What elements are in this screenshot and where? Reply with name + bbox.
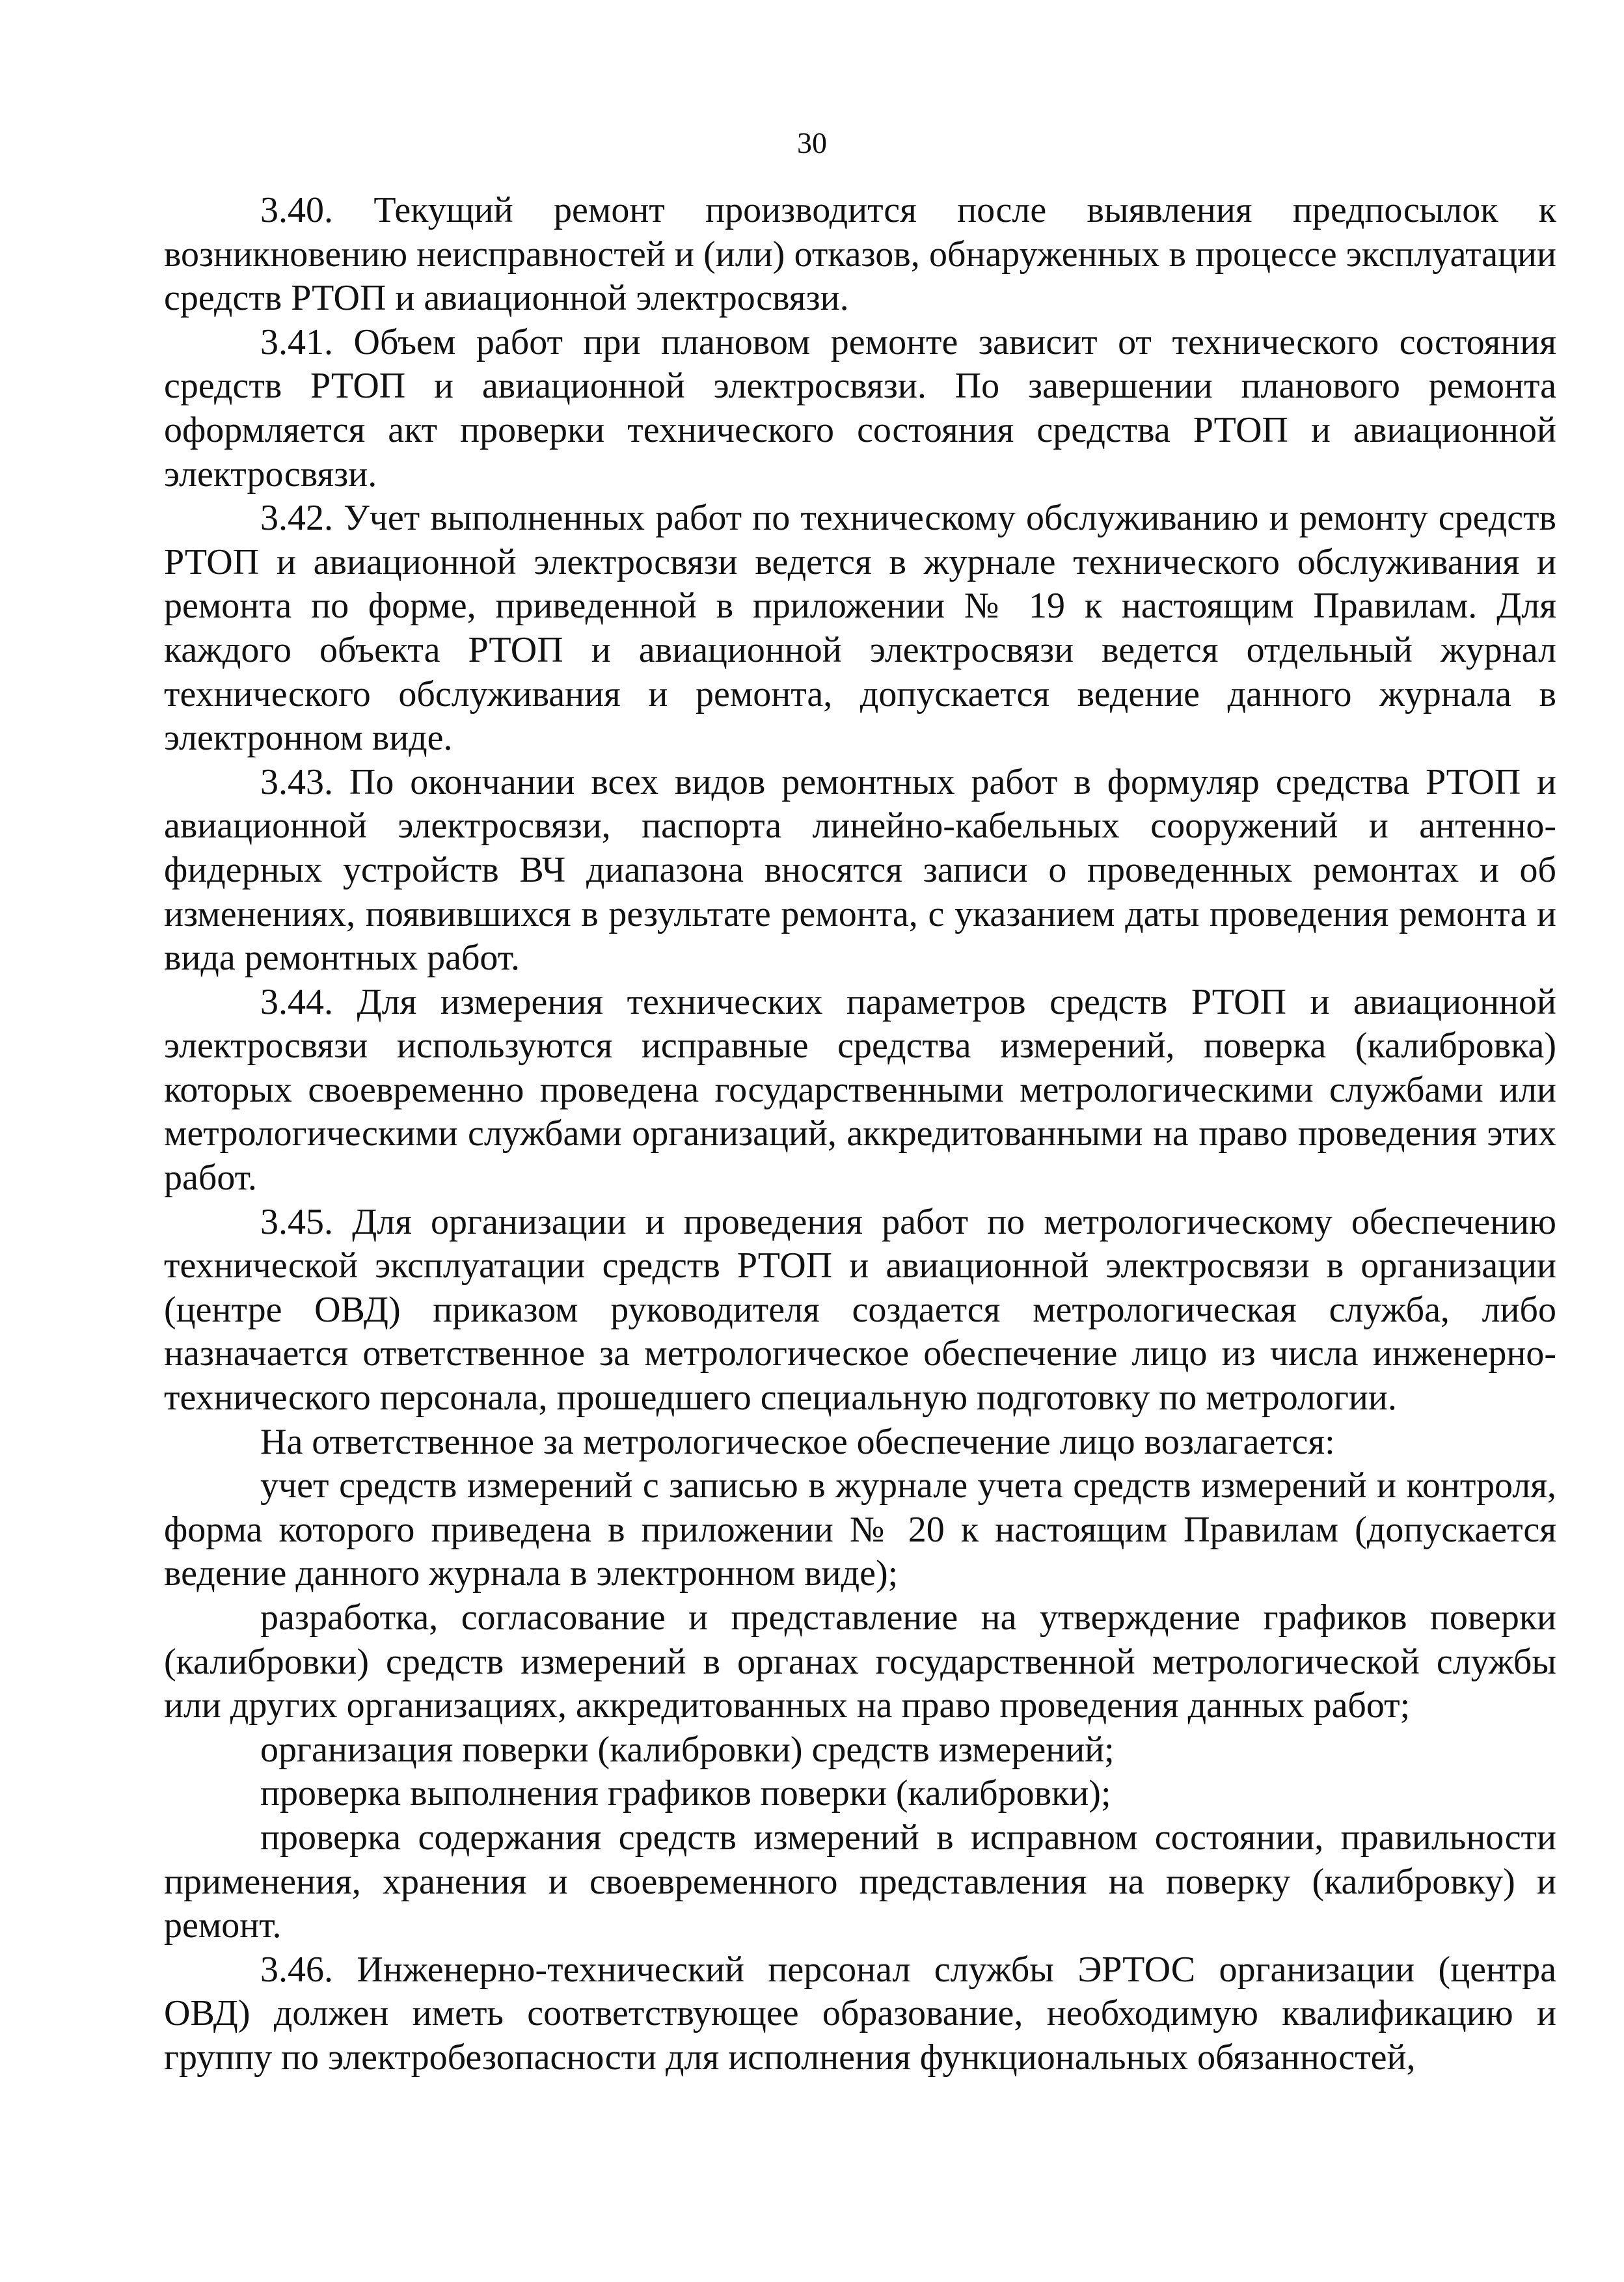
duty-item-schedules: разработка, согласование и представление на утверждение графиков поверки (калибровки) средств измерений в органах государственной метрологической службы или других организациях, аккредитованных на право проведения данных работ; <box>164 1597 1556 1726</box>
paragraph-3-44: 3.44. Для измерения технических параметров средств РТОП и авиационной электросвязи используются исправные средства измерений, поверка (калибровка) которых своевременно проведена государственными метрологическими службами или метрологическими службами организаций, аккредитованными на право проведения этих работ. <box>164 981 1556 1199</box>
paragraph-3-40: 3.40. Текущий ремонт производится после выявления предпосылок к возникновению неисправностей и (или) отказов, обнаруженных в процессе эксплуатации средств РТОП и авиационной электросвязи. <box>164 190 1556 319</box>
paragraph-3-41: 3.41. Объем работ при плановом ремонте зависит от технического состояния средств РТОП и авиационной электросвязи. По завершении планового ремонта оформляется акт проверки технического состояния средства РТОП и авиационной электросвязи. <box>164 321 1556 495</box>
paragraph-3-46: 3.46. Инженерно-технический персонал службы ЭРТОС организации (центра ОВД) должен иметь соответствующее образование, необходимую квалификацию и группу по электробезопасности для исполнения функциональных обязанностей, <box>164 1949 1556 2078</box>
duty-item-condition-check: проверка содержания средств измерений в исправном состоянии, правильности применения, хранения и своевременного представления на поверку (калибровку) и ремонт. <box>164 1817 1556 1946</box>
paragraph-duties-intro: На ответственное за метрологическое обеспечение лицо возлагается: <box>260 1421 1335 1462</box>
paragraph-3-42: 3.42. Учет выполненных работ по техническому обслуживанию и ремонту средств РТОП и авиационной электросвязи ведется в журнале технического обслуживания и ремонта по форме, приведенной в приложении № 19 к настоящим Правилам. Для каждого объекта РТОП и авиационной электросвязи ведется отдельный журнал технического обслуживания и ремонта, допускается ведение данного журнала в электронном виде. <box>164 498 1556 759</box>
duty-item-schedule-check: проверка выполнения графиков поверки (калибровки); <box>260 1773 1111 1814</box>
duty-item-organization: организация поверки (калибровки) средств измерений; <box>260 1729 1115 1770</box>
page-number: 30 <box>797 126 827 159</box>
paragraph-3-45: 3.45. Для организации и проведения работ по метрологическому обеспечению технической эксплуатации средств РТОП и авиационной электросвязи в организации (центре ОВД) приказом руководителя создается метрологическая служба, либо назначается ответственное за метрологическое обеспечение лицо из числа инженерно-технического персонала, прошедшего специальную подготовку по метрологии. <box>164 1201 1556 1419</box>
duty-item-accounting: учет средств измерений с записью в журнале учета средств измерений и контроля, форма которого приведена в приложении № 20 к настоящим Правилам (допускается ведение данного журнала в электронном виде); <box>164 1465 1556 1594</box>
document-body <box>164 189 1556 2080</box>
paragraph-3-43: 3.43. По окончании всех видов ремонтных работ в формуляр средства РТОП и авиационной электросвязи, паспорта линейно-кабельных сооружений и антенно-фидерных устройств ВЧ диапазона вносятся записи о проведенных ремонтах и об изменениях, появившихся в результате ремонта, с указанием даты проведения ремонта и вида ремонтных работ. <box>164 761 1556 979</box>
